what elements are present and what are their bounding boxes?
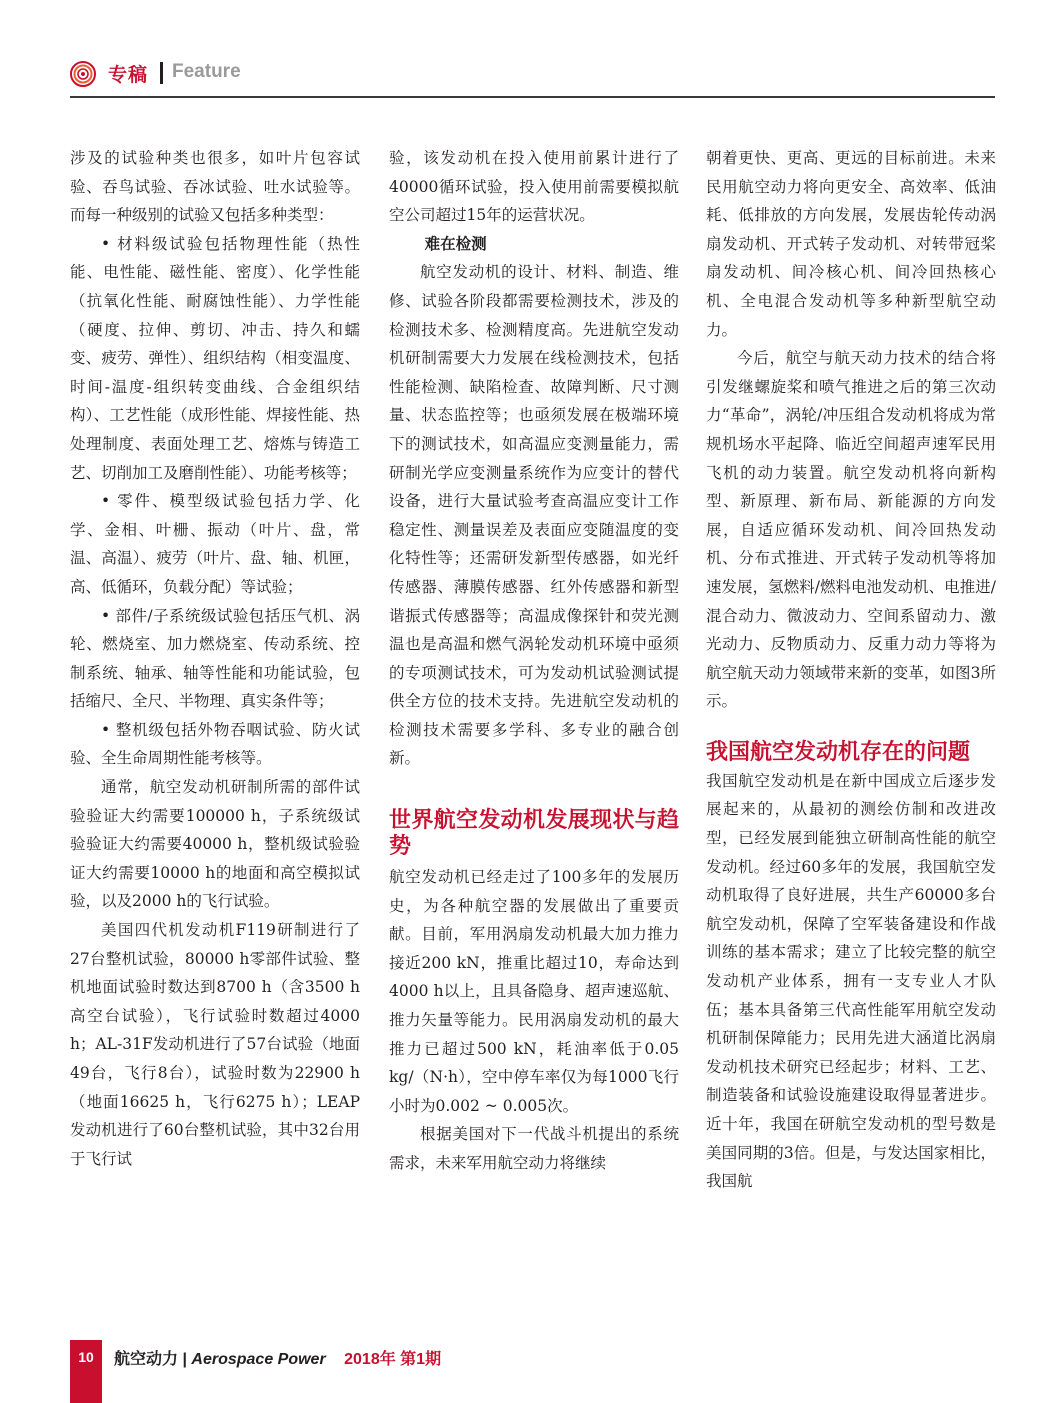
- column-1: [70, 144, 360, 1173]
- paragraph: 根据美国对下一代战斗机提出的系统需求，未来军用航空动力将继续: [389, 1125, 679, 1172]
- paragraph: 朝着更快、更高、更远的目标前进。未来民用航空动力将向更安全、高效率、低油耗、低排放的方向发展，发展齿轮传动涡扇发动机、开式转子发动机、对转带冠桨扇发动机、间冷核心机、间冷回热核心机、全电混合发动机等多种新型航空动力。: [706, 149, 996, 339]
- bullet-paragraph: • 整机级包括外物吞咽试验、防火试验、全生命周期性能考核等。: [70, 720, 360, 768]
- turbine-logo-icon: [70, 61, 96, 87]
- page-number-tab: [70, 1340, 102, 1403]
- journal-name-cn: 航空动力: [114, 1351, 179, 1368]
- section-label-en: Feature: [172, 61, 241, 82]
- bullet-paragraph: • 材料级试验包括物理性能（热性能、电性能、磁性能、密度）、化学性能（抗氧化性能、耐腐蚀性能）、力学性能（硬度、拉伸、剪切、冲击、持久和蠕变、疲劳、弹性）、组织结构（相变温度、时间-温度-组织转变曲线、合金组织结构）、工艺性能（成形性能、焊接性能、热处理制度、表面处理工艺、熔炼与铸造工艺、切削加工及磨削性能）、功能考核等；: [70, 234, 360, 482]
- section-label: 专稿: [108, 64, 149, 86]
- paragraph: 验，该发动机在投入使用前累计进行了40000循环试验，投入使用前需要模拟航空公司超过15年的运营状况。: [389, 149, 679, 225]
- column-2: [389, 144, 679, 1178]
- paragraph: 美国四代机发动机F119研制进行了27台整机试验，80000 h零部件试验、整机地面试验时数达到8700 h（含3500 h高空台试验），飞行试验时数超过4000 h；AL-31F发动机进行了57台试验（地面49台，飞行8台），试验时数为22900 h（地面16625 h，飞行6275 h）；LEAP发动机进行了60台整机试验，其中32台用于飞行试: [70, 921, 360, 1168]
- paragraph: 涉及的试验种类也很多，如叶片包容试验、吞鸟试验、吞冰试验、吐水试验等。而每一种级别的试验又包括多种类型：: [70, 149, 360, 225]
- journal-issue: 2018年 第1期: [344, 1351, 442, 1368]
- column-3: [706, 144, 996, 1196]
- bullet-paragraph: • 部件/子系统级试验包括压气机、涡轮、燃烧室、加力燃烧室、传动系统、控制系统、轴承、轴等性能和功能试验，包括缩尺、全尺、半物理、真实条件等；: [70, 606, 360, 711]
- header-separator: [160, 62, 163, 84]
- section-heading: 世界航空发动机发展现状与趋势: [389, 808, 679, 860]
- header-rule: [70, 96, 995, 98]
- paragraph: 今后，航空与航天动力技术的结合将引发继螺旋桨和喷气推进之后的第三次动力“革命”，涡轮/冲压组合发动机将成为常规机场水平起降、临近空间超声速军民用飞机的动力装置。航空发动机将向新构型、新原理、新布局、新能源的方向发展，自适应循环发动机、间冷回热发动机、分布式推进、开式转子发动机等将加速发展，氢燃料/燃料电池发动机、电推进/混合动力、微波动力、空间系留动力、激光动力、反物质动力、反重力动力等将为航空航天动力领域带来新的变革，如图3所示。: [706, 349, 996, 711]
- footer-journal: [114, 1346, 441, 1369]
- footer-separator: |: [182, 1351, 192, 1368]
- paragraph: 航空发动机的设计、材料、制造、维修、试验各阶段都需要检测技术，涉及的检测技术多、检测精度高。先进航空发动机研制需要大力发展在线检测技术，包括性能检测、缺陷检查、故障判断、尺寸测量、状态监控等；也亟须发展在极端环境下的测试技术，如高温应变测量能力，需研制光学应变测量系统作为应变计的替代设备，进行大量试验考查高温应变计工作稳定性、测量误差及表面应变随温度的变化特性等；还需研发新型传感器，如光纤传感器、薄膜传感器、红外传感器和新型谐振式传感器等；高温成像探针和荧光测温也是高温和燃气涡轮发动机环境中亟须的专项测试技术，可为发动机试验测试提供全方位的技术支持。先进航空发动机的检测技术需要多学科、多专业的融合创新。: [389, 263, 679, 768]
- bullet-paragraph: • 零件、模型级试验包括力学、化学、金相、叶栅、振动（叶片、盘，常温、高温）、疲劳（叶片、盘、轴、机匣，高、低循环，负载分配）等试验；: [70, 492, 360, 596]
- journal-name-en: Aerospace Power: [191, 1351, 326, 1368]
- page-number: 10: [78, 1349, 94, 1365]
- section-heading: 我国航空发动机存在的问题: [706, 739, 971, 765]
- subheading: 难在检测: [424, 234, 487, 253]
- paragraph: 我国航空发动机是在新中国成立后逐步发展起来的，从最初的测绘仿制和改进改型，已经发展到能独立研制高性能的航空发动机。经过60多年的发展，我国航空发动机取得了良好进展，共生产60000多台航空发动机，保障了空军装备建设和作战训练的基本需求；建立了比较完整的航空发动机产业体系，拥有一支专业人才队伍；基本具备第三代高性能军用航空发动机研制保障能力；民用先进大涵道比涡扇发动机技术研究已经起步；材料、工艺、制造装备和试验设施建设取得显著进步。近十年，我国在研航空发动机的型号数是美国同期的3倍。但是，与发达国家相比，我国航: [706, 771, 996, 1191]
- page-header: [70, 58, 995, 98]
- paragraph: 航空发动机已经走过了100多年的发展历史，为各种航空器的发展做出了重要贡献。目前，军用涡扇发动机最大加力推力接近200 kN，推重比超过10，寿命达到4000 h以上，且具备隐身、超声速巡航、推力矢量等能力。民用涡扇发动机的最大推力已超过500 kN，耗油率低于0.05 kg/（N·h），空中停车率仅为每1000飞行小时为0.002 ~ 0.005次。: [389, 868, 679, 1115]
- paragraph: 通常，航空发动机研制所需的部件试验验证大约需要100000 h，子系统级试验验证大约需要40000 h，整机级试验验证大约需要10000 h的地面和高空模拟试验，以及2000 h的飞行试验。: [70, 778, 360, 911]
